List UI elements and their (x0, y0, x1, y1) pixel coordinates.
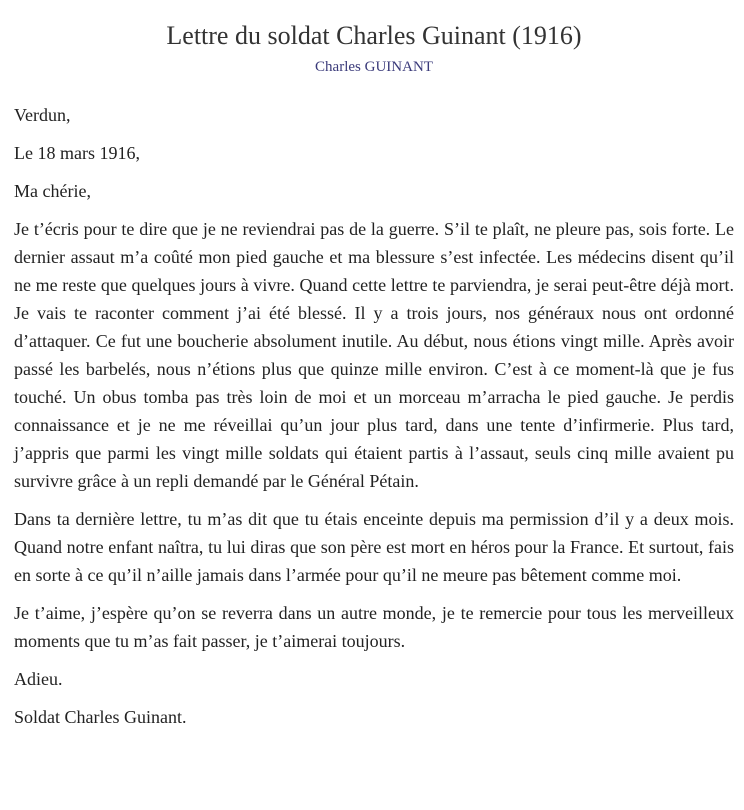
letter-paragraph: Je t’aime, j’espère qu’on se reverra dans un autre monde, je te remercie pour tous les merveilleux moments que tu m’as fait passer, je t’aimerai toujours. (14, 603, 734, 651)
letter-salutation: Ma chérie, (14, 181, 91, 201)
letter-author: Charles GUINANT (315, 59, 433, 75)
letter-farewell: Adieu. (14, 669, 63, 689)
letter-page (14, 0, 734, 741)
letter-place: Verdun, (14, 105, 71, 125)
letter-date: Le 18 mars 1916, (14, 143, 140, 163)
letter-title: Lettre du soldat Charles Guinant (1916) (166, 21, 582, 50)
letter-signature: Soldat Charles Guinant. (14, 707, 187, 727)
letter-body (14, 101, 734, 731)
letter-paragraph: Je t’écris pour te dire que je ne reviendrai pas de la guerre. S’il te plaît, ne pleure pas, sois forte. Le dernier assaut m’a coûté mon pied gauche et ma blessure s’est infectée. Les médecins disent qu’il ne me reste que quelques jours à vivre. Quand cette lettre te parviendra, je serai peut-être déjà mort. Je vais te raconter comment j’ai été blessé. Il y a trois jours, nos généraux nous ont ordonné d’attaquer. Ce fut une boucherie absolument inutile. Au début, nous étions vingt mille. Après avoir passé les barbelés, nous n’étions plus que quinze mille environ. C’est à ce moment-là que je fus touché. Un obus tomba pas très loin de moi et un morceau m’arracha le pied gauche. Je perdis connaissance et je ne me réveillai qu’un jour plus tard, dans une tente d’infirmerie. Plus tard, j’appris que parmi les vingt mille soldats qui étaient partis à l’assaut, seuls cinq mille avaient pu survivre grâce à un repli demandé par le Général Pétain. (14, 219, 734, 491)
letter-paragraph: Dans ta dernière lettre, tu m’as dit que tu étais enceinte depuis ma permission d’il y a deux mois. Quand notre enfant naîtra, tu lui diras que son père est mort en héros pour la France. Et surtout, fais en sorte à ce qu’il n’aille jamais dans l’armée pour qu’il ne meure pas bêtement comme moi. (14, 509, 734, 585)
